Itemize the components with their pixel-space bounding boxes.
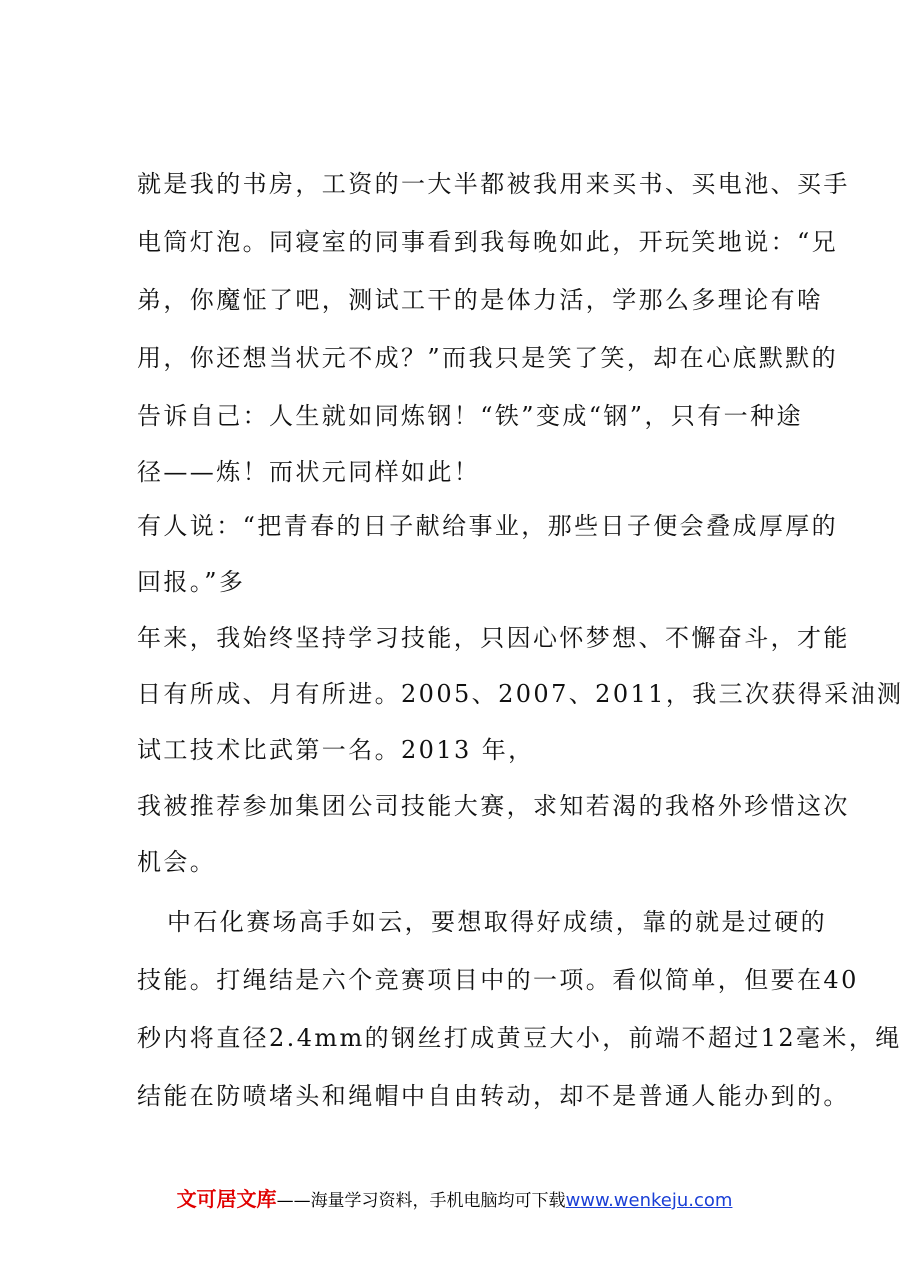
text-line: 机会。 xyxy=(137,848,217,876)
text-line: 径——炼！而状元同样如此！ xyxy=(137,458,481,486)
text-line: 弟，你魔怔了吧，测试工干的是体力活，学那么多理论有啥 xyxy=(137,286,824,314)
footer-tagline: ——海量学习资料，手机电脑均可下载 xyxy=(276,1191,566,1211)
text-line: 日有所成、月有所进。2005、2007、2011，我三次获得采油测 xyxy=(137,680,904,708)
text-line: 回报。”多 xyxy=(137,568,246,596)
text-line: 就是我的书房，工资的一大半都被我用来买书、买电池、买手 xyxy=(137,170,850,198)
text-line: 告诉自己：人生就如同炼钢！“铁”变成“钢”，只有一种途 xyxy=(137,402,803,430)
text-line: 有人说：“把青春的日子献给事业，那些日子便会叠成厚厚的 xyxy=(137,512,839,540)
text-line: 结能在防喷堵头和绳帽中自由转动，却不是普通人能办到的。 xyxy=(137,1082,850,1110)
text-line: 我被推荐参加集团公司技能大赛，求知若渴的我格外珍惜这次 xyxy=(137,792,850,820)
footer-url-link[interactable]: www.wenkeju.com xyxy=(565,1190,733,1211)
footer-brand: 文可居文库 xyxy=(176,1187,277,1211)
text-line: 秒内将直径2.4mm的钢丝打成黄豆大小，前端不超过12毫米，绳 xyxy=(137,1024,902,1052)
text-line: 用，你还想当状元不成？”而我只是笑了笑，却在心底默默的 xyxy=(137,344,839,372)
footer-banner xyxy=(0,1183,909,1212)
text-line: 技能。打绳结是六个竞赛项目中的一项。看似简单，但要在40 xyxy=(137,966,859,994)
text-line: 年来，我始终坚持学习技能，只因心怀梦想、不懈奋斗，才能 xyxy=(137,624,850,652)
text-line: 电筒灯泡。同寝室的同事看到我每晚如此，开玩笑地说：“兄 xyxy=(137,228,839,256)
text-line: 试工技术比武第一名。2013 年， xyxy=(137,736,535,764)
text-line: 中石化赛场高手如云，要想取得好成绩，靠的就是过硬的 xyxy=(167,908,827,936)
